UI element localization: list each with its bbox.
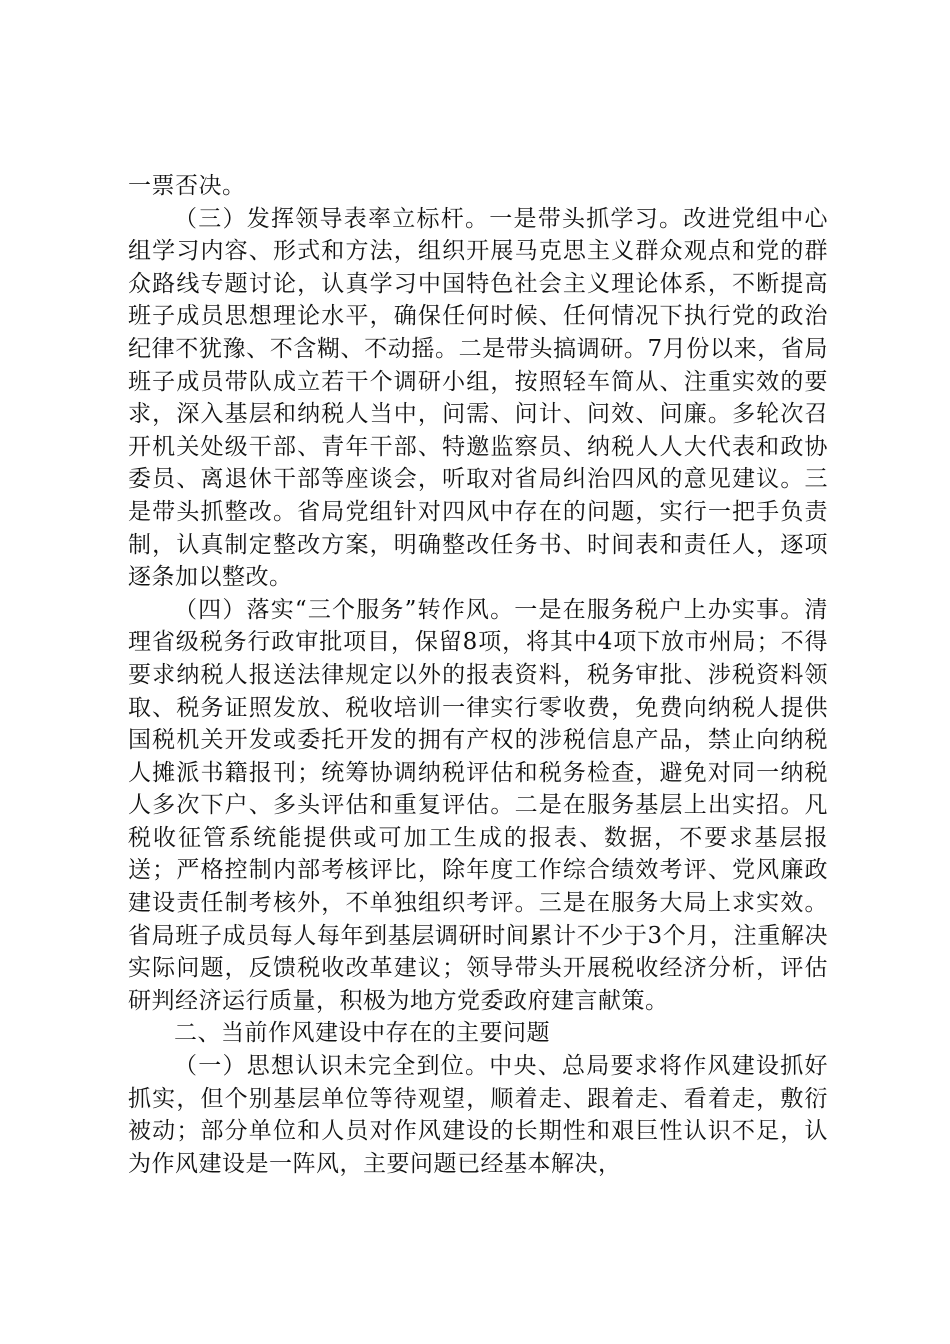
paragraph-continuation: 一票否决。: [128, 173, 246, 199]
paragraph-section-3: （三）发挥领导表率立标杆。一是带头抓学习。改进党组中心组学习内容、形式和方法，组织开展马克思主义群众观点和党的群众路线专题讨论，认真学习中国特色社会主义理论体系，不断提高班子成员思想理论水平，确保任何时候、任何情况下执行党的政治纪律不犹豫、不含糊、不动摇。二是带头搞调研。7月份以来，省局班子成员带队成立若干个调研小组，按照轻车简从、注重实效的要求，深入基层和纳税人当中，问需、问计、问效、问廉。多轮次召开机关处级干部、青年干部、特邀监察员、纳税人人大代表和政协委员、离退休干部等座谈会，听取对省局纠治四风的意见建议。三是带头抓整改。省局党组针对四风中存在的问题，实行一把手负责制，认真制定整改方案，明确整改任务书、时间表和责任人，逐项逐条加以整改。: [128, 205, 828, 591]
paragraph-section-4: （四）落实“三个服务”转作风。一是在服务税户上办实事。清理省级税务行政审批项目，保留8项，将其中4项下放市州局；不得要求纳税人报送法律规定以外的报表资料，税务审批、涉税资料领取、税务证照发放、税收培训一律实行零收费，免费向纳税人提供国税机关开发或委托开发的拥有产权的涉税信息产品，禁止向纳税人摊派书籍报刊；统筹协调纳税评估和税务检查，避免对同一纳税人多次下户、多头评估和重复评估。二是在服务基层上出实招。凡税收征管系统能提供或可加工生成的报表、数据，不要求基层报送；严格控制内部考核评比，除年度工作综合绩效考评、党风廉政建设责任制考核外，不单独组织考评。三是在服务大局上求实效。省局班子成员每人每年到基层调研时间累计不少于3个月，注重解决实际问题，反馈税收改革建议；领导带头开展税收经济分析，评估研判经济运行质量，积极为地方党委政府建言献策。: [128, 596, 828, 1014]
section-heading-2: 二、当前作风建设中存在的主要问题: [174, 1020, 550, 1047]
document-body: [128, 170, 828, 1180]
paragraph-subsection-1: （一）思想认识未完全到位。中央、总局要求将作风建设抓好抓实，但个别基层单位等待观望，顺着走、跟着走、看着走，敷衍被动；部分单位和人员对作风建设的长期性和艰巨性认识不足，认为作风建设是一阵风，主要问题已经基本解决，: [128, 1053, 828, 1177]
